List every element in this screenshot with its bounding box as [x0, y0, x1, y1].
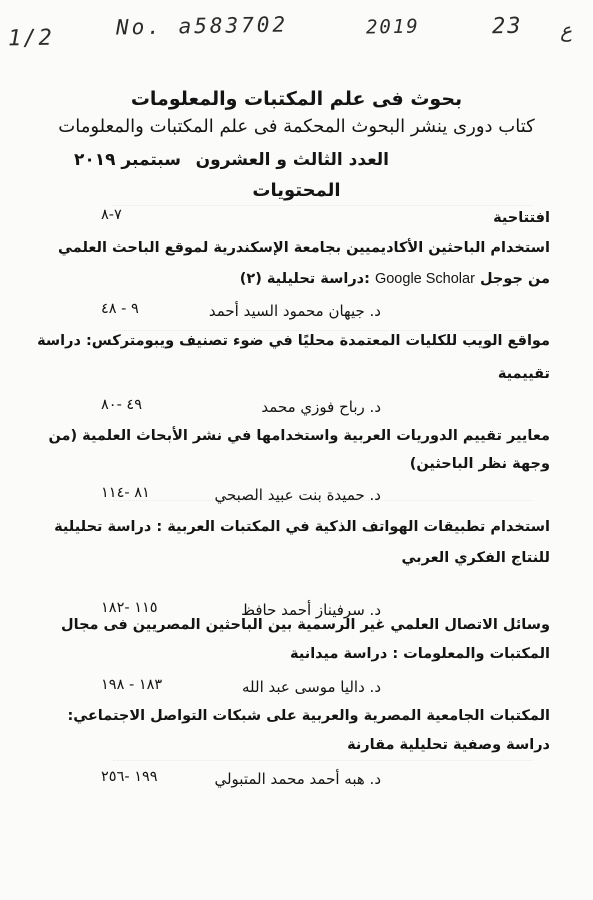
entry-author: د. داليا موسى عبد الله [242, 678, 381, 696]
journal-title: بحوث فى علم المكتبات والمعلومات [130, 88, 463, 110]
entry-title-line: استخدام تطبيقات الهواتف الذكية في المكتبات العربية : دراسة تحليلية [54, 519, 550, 535]
entry-pages: ١٨٣ - ١٩٨ [101, 677, 163, 693]
entry-title-line: دراسة وصفية تحليلية مقارنة [347, 737, 550, 753]
handwritten-record-number: No. a583702 [115, 12, 289, 40]
entry-title-line: المكتبات والمعلومات : دراسة ميدانية [290, 646, 550, 662]
entry-author: د. جيهان محمود السيد أحمد [208, 302, 381, 320]
handwritten-page-number: 23 [491, 13, 523, 40]
entry-title-line: وجهة نظر الباحثين) [409, 456, 550, 472]
entry-title-line: المكتبات الجامعية المصرية والعربية على شبكات التواصل الاجتماعي: [67, 708, 550, 724]
bleed-through-text [113, 205, 533, 216]
entry-title-text: :دراسة تحليلية (٢) [239, 271, 370, 287]
entry-pages: ١٩٩ -٢٥٦ [101, 769, 158, 785]
entry-title-line: معايير تقييم الدوريات العربية واستخدامها في نشر الأبحاث العلمية (من [48, 428, 550, 444]
entry-author: د. حميدة بنت عبيد الصبحي [214, 486, 381, 504]
entry-title-text: من جوجل [479, 271, 550, 287]
entry-pages: ٨١ -١١٤ [101, 485, 150, 501]
journal-subtitle: كتاب دورى ينشر البحوث المحكمة فى علم المكتبات والمعلومات [58, 116, 535, 137]
issue-number: العدد الثالث و العشرون [195, 150, 389, 170]
entry-author: د. رباح فوزي محمد [261, 398, 381, 416]
contents-heading: المحتويات [252, 180, 341, 201]
entry-title-line: تقييمية [497, 366, 550, 382]
google-scholar-text: Google Scholar [374, 271, 475, 287]
entry-title-line: وسائل الاتصال العلمي غير الرسمية بين الباحثين المصريين فى مجال [61, 617, 550, 633]
entry-pages: ١١٥ -١٨٢ [101, 600, 158, 616]
entry-pages: ٩ - ٤٨ [101, 301, 139, 317]
issue-date: سبتمبر ٢٠١٩ [74, 150, 181, 170]
opening-label: افتتاحية [493, 210, 550, 226]
handwritten-year: 2019 [365, 15, 420, 39]
handwritten-fraction: 1/2 [7, 25, 54, 52]
entry-pages: ٤٩ -٨٠ [101, 397, 142, 413]
entry-title-line: للنتاج الفكري العربي [401, 550, 550, 566]
handwritten-corner-mark: ع [559, 17, 573, 43]
entry-title-line: مواقع الويب للكليات المعتمدة محليًا في ضوء تصنيف ويبومتركس: دراسة [37, 333, 550, 349]
entry-title-line: استخدام الباحثين الأكاديميين بجامعة الإسكندرية لموقع الباحث العلمي [58, 240, 550, 256]
entry-title-line [240, 271, 550, 287]
opening-pages: ٧-٨ [101, 207, 122, 223]
entry-author: د. سرفيناز أحمد حافظ [241, 601, 381, 619]
entry-author: د. هبه أحمد محمد المتبولي [214, 770, 381, 788]
